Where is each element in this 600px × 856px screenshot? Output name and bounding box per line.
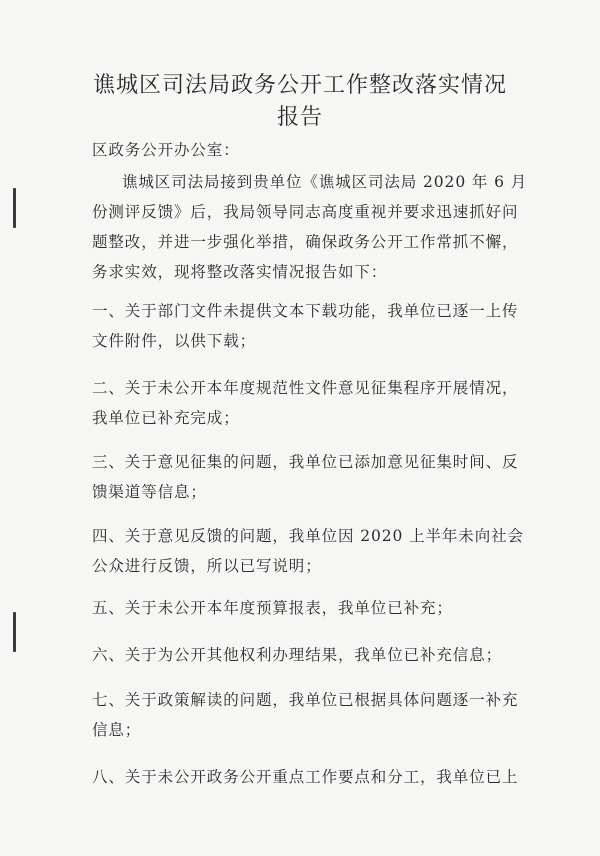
item-2-line-2: 我单位已补充完成； xyxy=(92,409,240,427)
item-1-line-2: 文件附件，以供下载； xyxy=(92,332,257,350)
item-4-line-1: 四、关于意见反馈的问题，我单位因 2020 上半年未向社会 xyxy=(92,527,524,545)
item-6-line-1: 六、关于为公开其他权利办理结果，我单位已补充信息； xyxy=(92,646,503,664)
item-2-line-1: 二、关于未公开本年度规范性文件意见征集程序开展情况， xyxy=(92,379,519,397)
scan-mark-top xyxy=(13,188,16,228)
intro-line-1: 谯城区司法局接到贵单位《谯城区司法局 2020 年 6 月 xyxy=(122,173,528,191)
salutation: 区政务公开办公室： xyxy=(92,141,240,159)
item-5-line-1: 五、关于未公开本年度预算报表，我单位已补充； xyxy=(92,599,453,617)
intro-line-3: 题整改，并进一步强化举措，确保政务公开工作常抓不懈， xyxy=(92,233,519,251)
document-title-line-1: 谯城区司法局政务公开工作整改落实情况 xyxy=(92,73,507,98)
item-8-line-1: 八、关于未公开政务公开重点工作要点和分工，我单位已上 xyxy=(92,768,519,786)
intro-line-4: 务求实效，现将整改落实情况报告如下： xyxy=(92,263,388,281)
item-3-line-2: 馈渠道等信息； xyxy=(92,483,207,501)
item-7-line-2: 信息； xyxy=(92,721,142,739)
item-4-line-2: 公众进行反馈，所以已写说明； xyxy=(92,557,322,575)
item-7-line-1: 七、关于政策解读的问题，我单位已根据具体问题逐一补充 xyxy=(92,691,519,709)
item-1-line-1: 一、关于部门文件未提供文本下载功能，我单位已逐一上传 xyxy=(92,302,519,320)
scan-mark-bottom xyxy=(13,612,16,652)
intro-line-2: 份测评反馈》后，我局领导同志高度重视并要求迅速抓好问 xyxy=(92,203,519,221)
document-title-line-2: 报告 xyxy=(276,105,323,130)
item-3-line-1: 三、关于意见征集的问题，我单位已添加意见征集时间、反 xyxy=(92,453,519,471)
